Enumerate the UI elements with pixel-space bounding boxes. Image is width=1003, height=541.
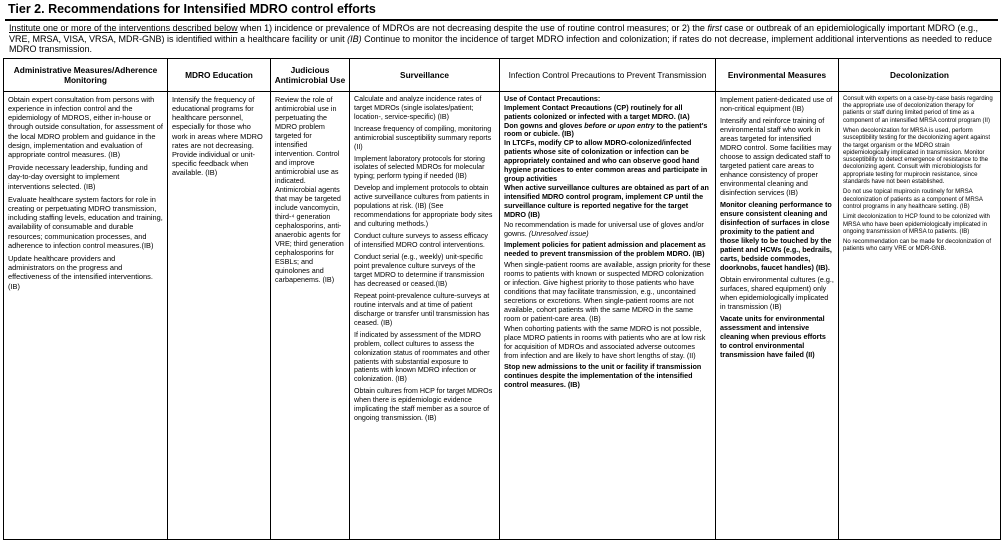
list-item: Monitor cleaning performance to ensure consistent cleaning and disinfection of surfaces in close proximity to the patient and those likely to be touched by the patient and HCWs (e.g., bedrails, carts, bedside commodes, doorknobs, faucet handles) (IB).	[720, 199, 832, 272]
header-infection-control: Infection Control Precautions to Prevent Transmission	[500, 58, 716, 91]
cell-administrative	[4, 91, 168, 539]
list-item: Review the role of antimicrobial use in perpetuating the MDRO problem targeted for intensified intervention. Control and improve antimicrobial use as indicated. Antimicrobial agents that may be targeted include vancomycin, third-⁴ generation cephalosporins, anti-anaerobic agents for VRE; third generation cephalosporins for ESBLs; and quinolones and carbapenems. (IB)	[275, 94, 344, 284]
contact-precautions-text: Implement Contact Precautions (CP) routinely for all patients colonized or infected with a target MDRO. (IA)	[504, 102, 690, 121]
list-item: Stop new admissions to the unit or facility if transmission continues despite the implementation of the intensified control measures. (IB)	[504, 362, 702, 389]
list-item: Implement policies for patient admission and placement as needed to prevent transmission of the problem MDRO. (IB)	[504, 240, 706, 259]
intro-text-2: case or outbreak of an epidemiologically important MDRO (e.g., VRE, MRSA, VISA, VRSA, MDR-GNB) is identified within a healthcare facility or unit	[9, 23, 979, 44]
list-item	[504, 221, 711, 239]
list-item: Intensify and reinforce training of environmental staff who work in areas targeted for intensified MDRO control. Some facilities may choose to assign dedicated staff to targeted patient care areas to enhance consistency of proper environmental cleaning and disinfection services (IB)	[720, 115, 832, 197]
list-item: Consult with experts on a case-by-case basis regarding the appropriate use of decolonization therapy for patients or staff during limited period of time as a component of an intensified MRSA control program (II)	[843, 94, 993, 124]
header-decolonization: Decolonization	[839, 58, 1001, 91]
cell-environmental	[716, 91, 839, 539]
cell-infection-control	[500, 91, 716, 539]
cell-mdro-education	[168, 91, 271, 539]
list-item: Obtain environmental cultures (e.g., surfaces, shared equipment) only when epidemiologically implicated in transmission (IB)	[720, 274, 834, 311]
list-item: Intensify the frequency of educational programs for healthcare personnel, especially for those who work in areas where MDRO rates are not decreasing. Provide individual or unit-specific feedback when available. (IB)	[172, 94, 263, 178]
contact-precautions-heading: Use of Contact Precautions:	[504, 93, 601, 103]
cell-antimicrobial-use	[271, 91, 350, 539]
list-item: When cohorting patients with the same MDRO is not possible, place MDRO patients in rooms with patients who are at low risk for acquisition of MDROs and associated adverse outcomes from infection and are likely to have short lengths of stay. (II)	[504, 324, 706, 361]
list-item: Develop and implement protocols to obtain active surveillance cultures from patients in populations at risk. (IB) (See recommendations for appropriate body sites and culturing methods.)	[354, 184, 493, 229]
list-item: Obtain expert consultation from persons with experience in infection control and the epidemiology of MDROS, either in-house or through outside consultation, for assessment of the local MDRO problem and guidance in the design, implementation and evaluation of appropriate control measures. (IB)	[8, 94, 163, 159]
recommendations-table	[3, 58, 1001, 540]
list-item: Increase frequency of compiling, monitoring antimicrobial susceptibility summary reports (II)	[354, 124, 492, 151]
unresolved-issue: (Unresolved issue)	[528, 229, 589, 239]
no-recommendation-text: No recommendation is made for universal use of gloves and/or gowns.	[504, 220, 704, 239]
list-item	[504, 95, 711, 220]
header-administrative: Administrative Measures/Adherence Monitoring	[4, 58, 168, 91]
intro-text-1: when 1) incidence or prevalence of MDROs are not decreasing despite the use of routine control measures; or 2) the	[237, 23, 708, 33]
list-item: Evaluate healthcare system factors for role in creating or perpetuating MDRO transmission, including staffing levels, education and training, availability of consumable and durable resources; communication processes, and adherence to infection control measures.(IB)	[8, 194, 163, 250]
cell-decolonization	[839, 91, 1001, 539]
intro-underlined: Institute one or more of the interventions described below	[9, 23, 238, 33]
list-item: Obtain cultures from HCP for target MDROs when there is epidemiologic evidence implicating the staff member as a source of ongoing transmission. (IB)	[354, 387, 493, 423]
list-item: Provide necessary leadership, funding and day-to-day oversight to implement interventions selected. (IB)	[8, 163, 148, 191]
list-item: Conduct serial (e.g., weekly) unit-specific point prevalence culture surveys of the target MDRO to determine if transmission has decreased or ceased.(IB)	[354, 253, 485, 288]
list-item: Vacate units for environmental assessment and intensive cleaning when previous efforts to control environmental transmission have failed (II)	[720, 313, 826, 359]
list-item: When decolonization for MRSA is used, perform susceptibility testing for the decolonizing agent against the target organism or the MDRO strain epidemiologically implicated in transmission. Monitor susceptibility to detect emergence of resistance to the decolonizing agent. Consult with microbiologists for appropriate testing for mupirocin resistance, since standards have not been established.	[843, 126, 991, 186]
list-item: Implement laboratory protocols for storing isolates of selected MDROs for molecular typing; perform typing if needed (IB)	[354, 154, 485, 181]
list-item: When single-patient rooms are available, assign priority for these rooms to patients with known or suspected MDRO colonization or infection. Give highest priority to those patients who have conditions that may facilitate transmission, e.g., uncontained secretions or excretions. When single-patient rooms are not available, cohort patients with the same MDRO in the same room or patient-care area. (IB)	[504, 260, 711, 323]
header-row	[4, 58, 1001, 91]
gown-text-a: Don gowns and gloves	[504, 120, 585, 130]
list-item: Limit decolonization to HCP found to be colonized with MRSA who have been epidemiologically implicated in ongoing transmission of MRSA to patients. (IB)	[843, 213, 990, 235]
header-environmental: Environmental Measures	[716, 58, 839, 91]
title-rule	[5, 19, 998, 21]
list-item: Calculate and analyze incidence rates of target MDROs (single isolates/patient; location-, service-specific) (IB)	[354, 94, 482, 121]
gown-text-b: to the patient's room or cubicle. (IB)	[504, 120, 708, 139]
list-item: Do not use topical mupirocin routinely for MRSA decolonization of patients as a component of MRSA control programs in any healthcare setting. (IB)	[843, 188, 983, 210]
intro-paragraph	[9, 23, 994, 55]
intro-emph: first	[707, 23, 722, 33]
intro-category: (IB)	[347, 33, 362, 44]
surveillance-cp-text: When active surveillance cultures are obtained as part of an intensified MDRO control program, implement CP until the surveillance culture is reported negative for the target MDRO (IB)	[504, 182, 709, 219]
intro-text-3: Continue to monitor the incidence of target MDRO infection and colonization; if rates do not decrease, implement additional interventions as needed to reduce MDRO transmission.	[9, 33, 992, 55]
header-antimicrobial-use: Judicious Antimicrobial Use	[271, 58, 350, 91]
table-title: Tier 2. Recommendations for Intensified MDRO control efforts	[8, 2, 376, 16]
header-mdro-education: MDRO Education	[168, 58, 271, 91]
ltcf-text: In LTCFs, modify CP to allow MDRO-colonized/infected patients whose site of colonization or infection can be appropriately contained and who can observe good hand hygiene practices to enter common areas and participate in group activities	[504, 138, 708, 183]
list-item: Conduct culture surveys to assess efficacy of intensified MDRO control interventions.	[354, 232, 488, 250]
list-item: Update healthcare providers and administrators on the progress and effectiveness of the intensified interventions. (IB)	[8, 254, 153, 291]
list-item: Repeat point-prevalence culture-surveys at routine intervals and at time of patient discharge or transfer until transmission has ceased. (IB)	[354, 291, 490, 327]
cell-surveillance	[350, 91, 500, 539]
body-row	[4, 91, 1001, 539]
list-item: Implement patient-dedicated use of non-critical equipment (IB)	[720, 94, 833, 113]
list-item: No recommendation can be made for decolonization of patients who carry VRE or MDR-GNB.	[843, 238, 992, 253]
gown-text-emph: before or upon entry	[584, 120, 655, 130]
header-surveillance: Surveillance	[350, 58, 500, 91]
list-item: If indicated by assessment of the MDRO problem, collect cultures to assess the colonization status of roommates and other patients with substantial exposure to patients with known MDRO infection or colonization. (IB)	[354, 330, 490, 384]
